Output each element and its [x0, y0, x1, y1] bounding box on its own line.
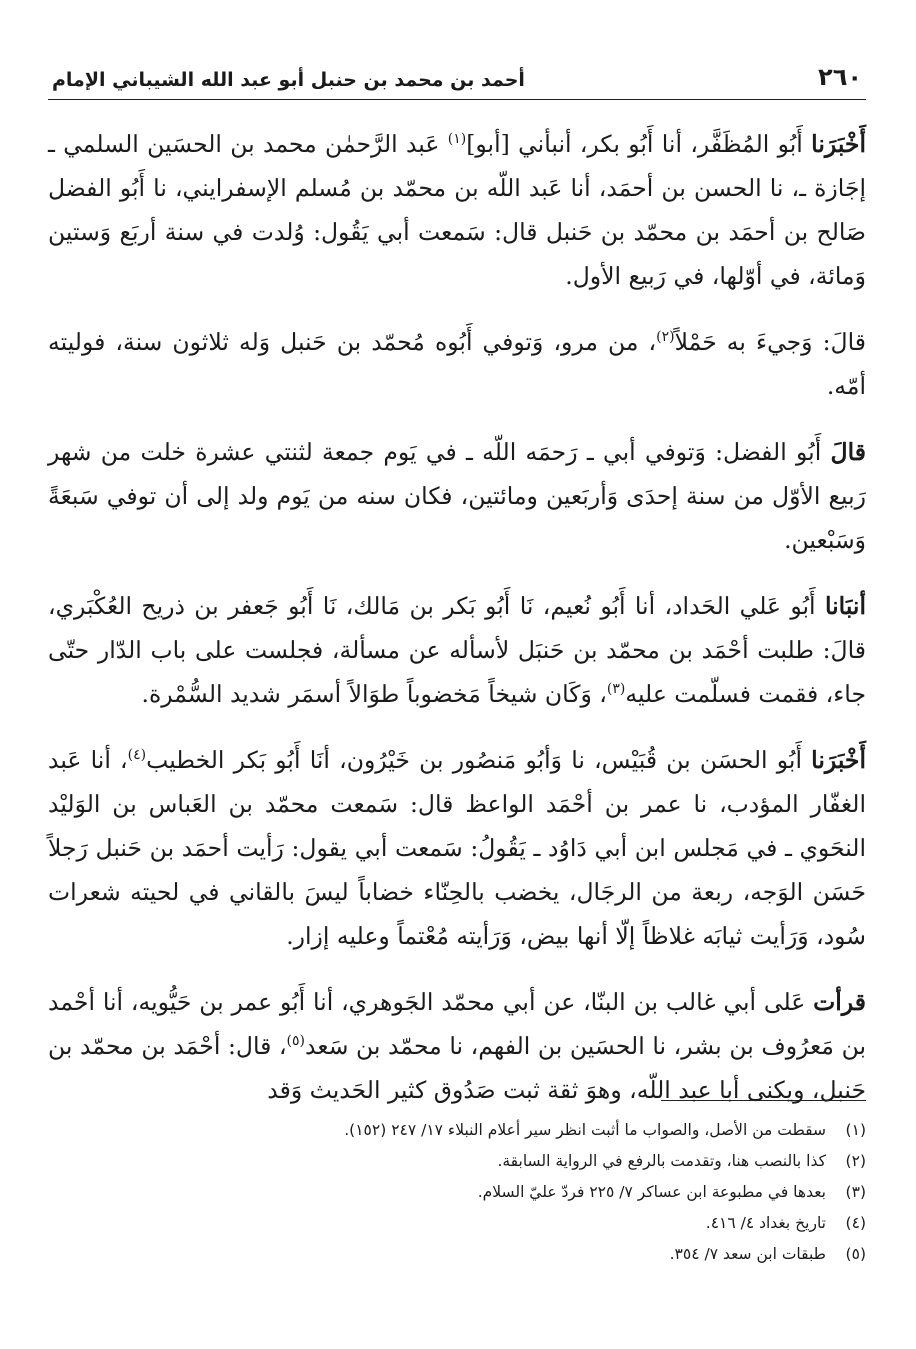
paragraph-text: ، وَكَان شيخاً مَخضوباً طوَالاً أسمَر شديد السُّمْرة. [141, 680, 607, 708]
footnote-ref-3[interactable]: (٣) [606, 681, 626, 698]
footnote-text: تاريخ بغداد ٤/ ٤١٦. [705, 1214, 826, 1232]
paragraph-text: ، أنا عَبد الغفّار المؤدب، نا عمر بن أحْمَد الواعظ قال: سَمعت محمّد بن العَباس بن الوَليْد النحَوي ـ في مَجلس ابن أبي دَاوُد ـ يَقُولُ: سَمعت أبي يقول: رَأيت أحمَد بن حَنبل رَجلاً حَسَن الوَجه، ربعة من الرجَال، يخضب بالحِنّاء خضاباً ليسَ بالقاني في لحيته شعرات سُود، وَرَأيت ثيابَه غلاظاً إلّا أنها بيض، وَرَأيته مُعْتماً وعليه إزار. [48, 746, 866, 950]
footnote-item [48, 1146, 866, 1177]
footnote-item [48, 1177, 866, 1208]
paragraph-text: أَبُو المُظَفَّر، أنا أَبُو بكر، أنبأني [أبو] [466, 130, 812, 158]
footnote-number: (٤) [845, 1214, 866, 1232]
footnote-number: (٣) [845, 1183, 866, 1201]
paragraph-3 [48, 430, 866, 562]
paragraph-text: أَبُو الفضل: وَتوفي أبي ـ رَحمَه اللّه ـ في يَوم جمعة لثنتي عشرة خلت من شهر رَبيع الأوّل من سنة إحدَى وَأربَعين ومائتين، فكان سنه من يَوم ولد إلى أن توفي سَبعَةً وَسَبْعين. [48, 438, 866, 554]
footnotes [48, 1100, 866, 1270]
footnote-ref-2[interactable]: (٢) [656, 329, 675, 346]
paragraph-6 [48, 980, 866, 1112]
footnote-number: (١) [845, 1121, 866, 1139]
page-number: ٢٦٠ [818, 63, 862, 91]
paragraph-text: عَلى أبي غالب بن البنّا، عن أبي محمّد الجَوهري، أنا أَبُو عمر بن حَيُّويه، أنا أحْمد بن مَعرُوف بن بشر، نا الحسَين بن الفهم، نا محمّد بن سَعد [48, 988, 866, 1060]
paragraph-1 [48, 122, 866, 298]
paragraph-lead-word: أنبَانا [824, 592, 866, 620]
footnote-item [48, 1115, 866, 1146]
paragraph-text: عَبد الرَّحمٰن محمد بن الحسَين السلمي ـ إجَازة ـ، نا الحسن بن أحمَد، أنا عَبد اللّه بن محمّد بن مُسلم الإسفرايني، نا أَبُو الفضل صَالح بن أحمَد بن محمّد بن حَنبل قال: سَمعت أبي يَقُول: وُلدت في سنة أربَع وَستين وَمائة، في أوّلها، في رَبيع الأول. [48, 130, 866, 290]
running-title: أحمد بن محمد بن حنبل أبو عبد الله الشيباني الإمام [52, 69, 525, 91]
footnote-divider [661, 1100, 866, 1101]
paragraph-text: أَبُو الحسَن بن قُبَيْس، نا وَأبُو مَنصُور بن خَيْرُون، أنَا أَبُو بَكر الخطيب [146, 746, 812, 774]
paragraph-lead-word: قرأت [813, 988, 866, 1016]
paragraph-lead-word: قالَ [830, 438, 866, 466]
main-text [48, 122, 866, 1112]
footnote-ref-1[interactable]: (١) [447, 131, 467, 148]
paragraph-2 [48, 320, 866, 408]
paragraph-lead-word: أَخْبَرَنا [811, 130, 866, 158]
paragraph-text: ، من مرو، وَتوفي أَبُوه مُحمّد بن حَنبل وَله ثلاثون سنة، فوليته أمّه. [48, 328, 866, 400]
paragraph-5 [48, 738, 866, 958]
paragraph-lead-word: أَخْبَرَنا [811, 746, 866, 774]
paragraph-text: قالَ: وَجيءَ به حَمْلاً [674, 328, 866, 356]
running-header [48, 60, 866, 100]
paragraph-4 [48, 584, 866, 716]
paragraph-text: ، قال: أحْمَد بن محمّد بن حَنبل، ويكنى أبا عبد اللّه، وهوَ ثقة ثبت صَدُوق كثير الحَديث وَقد [48, 1032, 866, 1104]
footnote-ref-5[interactable]: (٥) [286, 1033, 306, 1050]
footnote-text: كذا بالنصب هنا، وتقدمت بالرفع في الرواية السابقة. [497, 1152, 826, 1170]
footnote-number: (٢) [845, 1152, 866, 1170]
footnote-text: طبقات ابن سعد ٧/ ٣٥٤. [669, 1245, 826, 1263]
footnote-ref-4[interactable]: (٤) [127, 747, 147, 764]
footnote-item [48, 1239, 866, 1270]
book-page [48, 60, 866, 1300]
footnote-text: بعدها في مطبوعة ابن عساكر ٧/ ٢٢٥ فردّ عليّ السلام. [477, 1183, 826, 1201]
footnote-text: سقطت من الأصل، والصواب ما أثبت انظر سير أعلام النبلاء ١٧/ ٢٤٧ (١٥٢). [344, 1121, 826, 1139]
footnote-number: (٥) [845, 1245, 866, 1263]
footnote-item [48, 1208, 866, 1239]
paragraph-text: أَبُو عَلي الحَداد، أنا أَبُو نُعيم، نَا أَبُو بَكر بن مَالك، نَا أَبُو جَعفر بن ذريح العُكْبَري، قالَ: طلبت أحْمَد بن محمّد بن حَنبَل لأسأله عن مسألة، فجلست على باب الدّار حتّى جاء، فقمت فسلّمت عليه [48, 592, 866, 708]
